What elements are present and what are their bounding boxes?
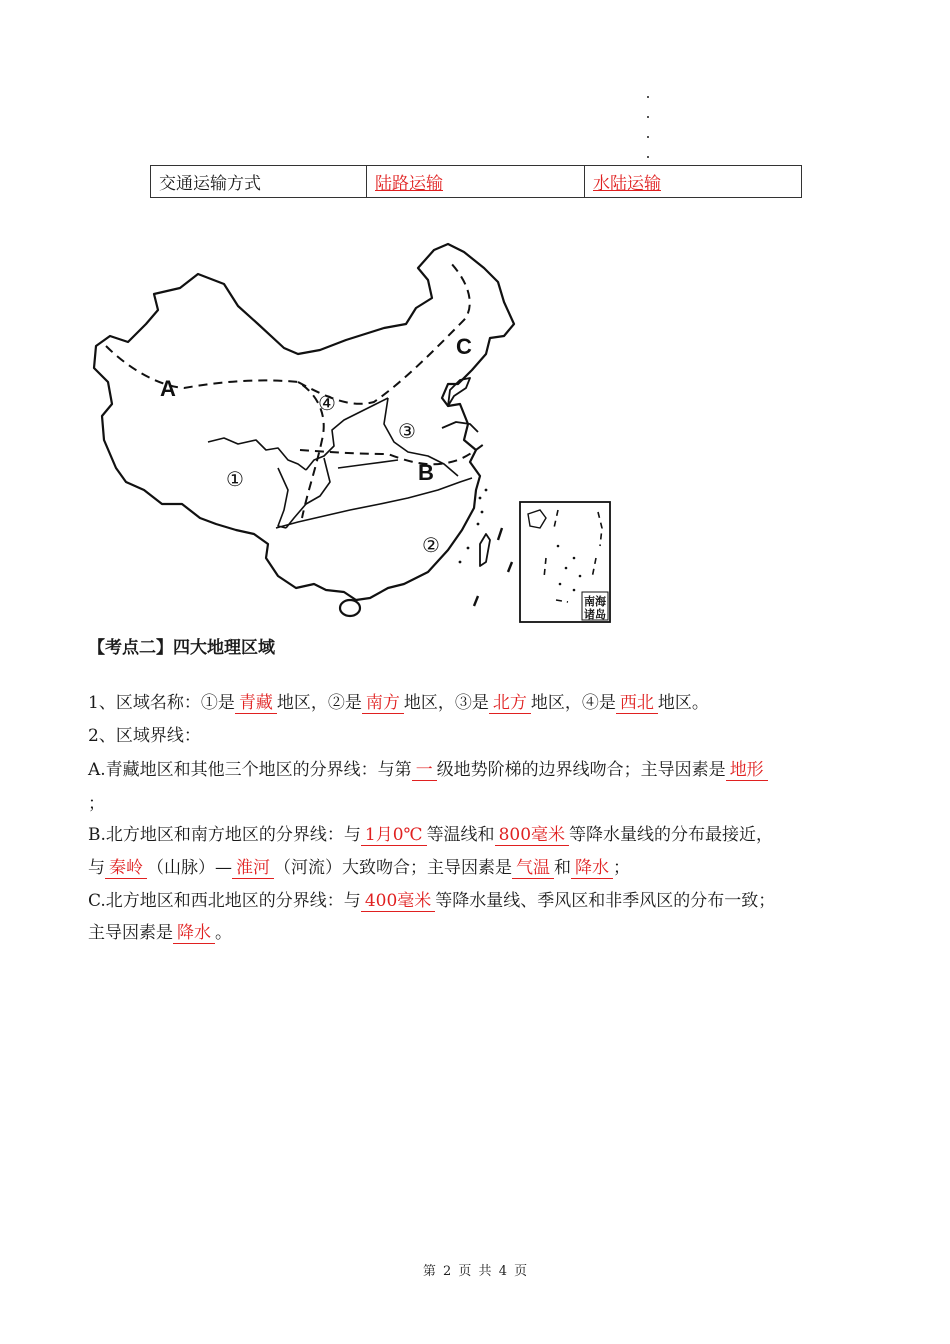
line-a: A.青藏地区和其他三个地区的分界线：与第 一 级地势阶梯的边界线吻合；主导因素是 地形 [88,755,768,780]
south-china-sea-inset [520,502,610,622]
table-row [151,166,802,198]
answer-blank: 800毫米 [495,825,569,846]
label-a: A [160,376,176,401]
table-cell-land: 陆路运输 [367,166,585,198]
answer-blank: 秦岭 [105,858,147,879]
line-a-end: ； [88,794,105,814]
item-region-names: 1、区域名称：①是 青藏 地区，②是 南方 地区，③是 北方 地区，④是 西北 地区。 [88,693,709,713]
section-heading: 【考点二】四大地理区域 [88,638,275,658]
region-2-label: ② [422,533,440,557]
transport-table [150,165,802,198]
answer-blank: 淮河 [232,858,274,879]
line-b-cont: 与 秦岭 （山脉）— 淮河 （河流）大致吻合；主导因素是 气温 和 降水 ； [88,858,630,878]
region-1-label: ① [226,467,244,491]
line-c: C.北方地区和西北地区的分界线：与 400毫米 等降水量线、季风区和非季风区的分布一致； [88,891,776,911]
answer-blank: 400毫米 [361,891,435,912]
answer-blank: 一 [412,760,437,781]
china-regions-map [88,228,618,624]
answer-blank: 南方 [362,693,404,714]
china-outline [94,244,514,600]
answer-blank: 气温 [512,858,554,879]
answer-blank: 北方 [489,693,531,714]
region-4-label: ④ [318,391,336,415]
line-b: B.北方地区和南方地区的分界线：与 1月0℃ 等温线和 800毫米 等降水量线的分布最接近， [88,825,774,845]
taiwan-island [480,534,490,566]
region-3-label: ③ [398,419,416,443]
answer-blank: 西北 [616,693,658,714]
item-boundaries-title: 2、区域界线： [88,726,201,746]
answer-blank: 降水 [173,923,215,944]
table-label-cell: 交通运输方式 [151,166,367,198]
line-c-cont: 主导因素是 降水 。 [88,923,232,943]
boundary-a [106,346,324,518]
boundary-c [298,262,470,404]
decorative-dots [645,96,651,166]
label-b: B [418,460,434,485]
table-cell-water: 水陆运输 [585,166,802,198]
answer-blank: 地形 [726,760,768,781]
label-c: C [456,334,472,359]
inset-label-line1: 南海 [584,595,606,608]
answer-blank: 1月0℃ [361,825,427,846]
inset-label-line2: 诸岛 [584,608,606,621]
answer-blank: 青藏 [235,693,277,714]
answer-blank: 降水 [571,858,613,879]
hainan-island [340,600,360,616]
page-footer: 第 2 页 共 4 页 [422,1264,528,1279]
